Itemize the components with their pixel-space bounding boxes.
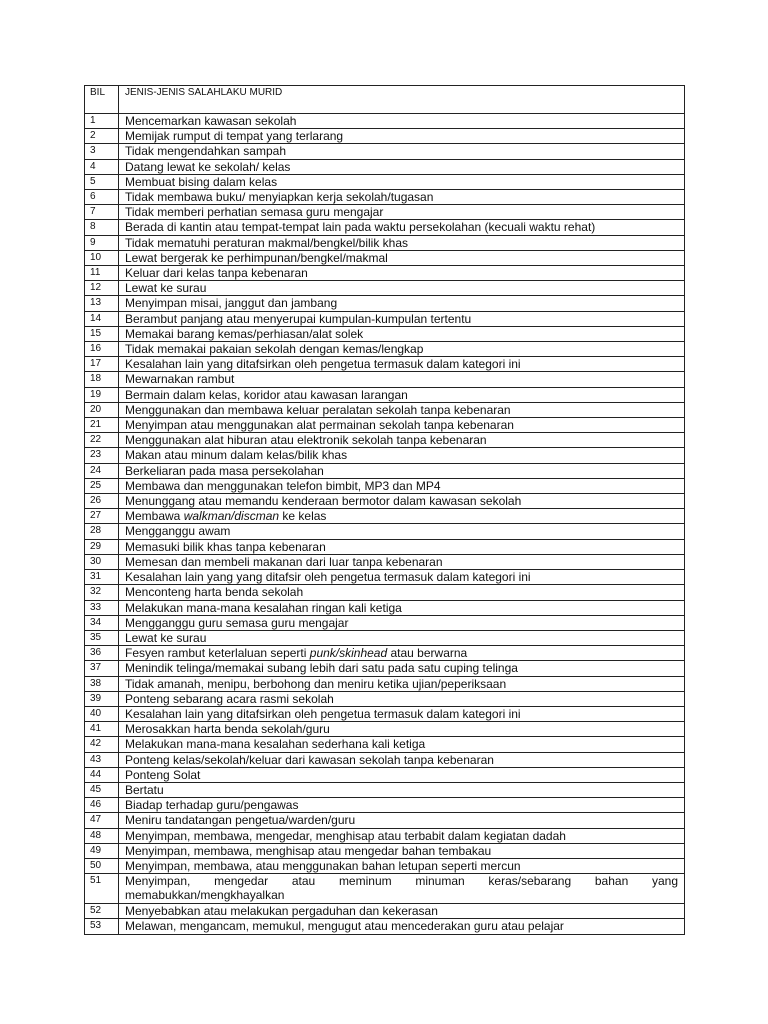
row-number: 28 (85, 524, 119, 539)
row-number: 40 (85, 706, 119, 721)
table-row (85, 539, 685, 554)
description-text: Fesyen rambut keterlaluan seperti (125, 646, 310, 661)
row-description: Ponteng sebarang acara rasmi sekolah (119, 691, 685, 706)
row-number: 29 (85, 539, 119, 554)
row-description: Merosakkan harta benda sekolah/guru (119, 722, 685, 737)
table-row (85, 661, 685, 676)
row-number: 33 (85, 600, 119, 615)
row-description: Kesalahan lain yang ditafsirkan oleh pengetua termasuk dalam kategori ini (119, 706, 685, 721)
table-row (85, 858, 685, 873)
misconduct-table (84, 85, 685, 935)
row-description: Memijak rumput di tempat yang terlarang (119, 129, 685, 144)
row-number: 32 (85, 585, 119, 600)
table-row (85, 342, 685, 357)
table-row (85, 509, 685, 524)
row-number: 9 (85, 235, 119, 250)
row-number: 50 (85, 858, 119, 873)
row-description: Makan atau minum dalam kelas/bilik khas (119, 448, 685, 463)
table-row (85, 646, 685, 661)
row-number: 30 (85, 554, 119, 569)
row-number: 31 (85, 570, 119, 585)
row-number: 39 (85, 691, 119, 706)
row-description: Ponteng kelas/sekolah/keluar dari kawasan sekolah tanpa kebenaran (119, 752, 685, 767)
table-row (85, 904, 685, 919)
table-row (85, 752, 685, 767)
row-description: Menyimpan, membawa, menghisap atau mengedar bahan tembakau (119, 843, 685, 858)
table-row (85, 691, 685, 706)
row-number: 26 (85, 494, 119, 509)
row-number: 38 (85, 676, 119, 691)
row-number: 51 (85, 874, 119, 904)
row-description: Menyimpan misai, janggut dan jambang (119, 296, 685, 311)
row-description: Tidak memakai pakaian sekolah dengan kemas/lengkap (119, 342, 685, 357)
row-number: 17 (85, 357, 119, 372)
row-number: 13 (85, 296, 119, 311)
table-row (85, 494, 685, 509)
table-row (85, 418, 685, 433)
row-description: Lewat bergerak ke perhimpunan/bengkel/makmal (119, 250, 685, 265)
row-description: Menunggang atau memandu kenderaan bermotor dalam kawasan sekolah (119, 494, 685, 509)
table-row (85, 250, 685, 265)
row-number: 11 (85, 266, 119, 281)
table-row (85, 798, 685, 813)
description-italic-term: punk/skinhead (309, 646, 388, 661)
table-header-row (85, 86, 685, 114)
table-row (85, 767, 685, 782)
row-description: Menconteng harta benda sekolah (119, 585, 685, 600)
row-description: Mewarnakan rambut (119, 372, 685, 387)
document-page (84, 85, 684, 935)
row-number: 24 (85, 463, 119, 478)
row-number: 22 (85, 433, 119, 448)
row-number: 36 (85, 646, 119, 661)
row-description: Bertatu (119, 782, 685, 797)
row-description: Kesalahan lain yang yang ditafsir oleh pengetua termasuk dalam kategori ini (119, 570, 685, 585)
row-description: Bermain dalam kelas, koridor atau kawasan larangan (119, 387, 685, 402)
row-number: 52 (85, 904, 119, 919)
table-row (85, 326, 685, 341)
row-description: Lewat ke surau (119, 281, 685, 296)
row-description: Menyimpan atau menggunakan alat permainan sekolah tanpa kebenaran (119, 418, 685, 433)
row-description: Biadap terhadap guru/pengawas (119, 798, 685, 813)
row-description: Datang lewat ke sekolah/ kelas (119, 159, 685, 174)
row-description: Mencemarkan kawasan sekolah (119, 114, 685, 129)
row-description: Membawa dan menggunakan telefon bimbit, MP3 dan MP4 (119, 478, 685, 493)
table-row (85, 478, 685, 493)
row-description (119, 646, 685, 661)
row-description: Berkeliaran pada masa persekolahan (119, 463, 685, 478)
table-row (85, 615, 685, 630)
row-number: 2 (85, 129, 119, 144)
table-row (85, 554, 685, 569)
table-row (85, 524, 685, 539)
table-body (85, 86, 685, 935)
row-description: Membuat bising dalam kelas (119, 174, 685, 189)
row-description: Tidak memberi perhatian semasa guru mengajar (119, 205, 685, 220)
row-number: 10 (85, 250, 119, 265)
table-row (85, 600, 685, 615)
table-row (85, 828, 685, 843)
row-number: 49 (85, 843, 119, 858)
row-number: 4 (85, 159, 119, 174)
table-row (85, 387, 685, 402)
row-description: Berada di kantin atau tempat-tempat lain pada waktu persekolahan (kecuali waktu rehat) (119, 220, 685, 235)
table-row (85, 205, 685, 220)
table-row (85, 737, 685, 752)
row-description: Menyimpan, membawa, mengedar, menghisap atau terbabit dalam kegiatan dadah (119, 828, 685, 843)
row-description: Keluar dari kelas tanpa kebenaran (119, 266, 685, 281)
row-description: Ponteng Solat (119, 767, 685, 782)
description-italic-term: walkman/discman (183, 509, 280, 524)
row-number: 3 (85, 144, 119, 159)
row-description (119, 509, 685, 524)
row-number: 45 (85, 782, 119, 797)
table-row (85, 129, 685, 144)
row-description: Melawan, mengancam, memukul, mengugut atau mencederakan guru atau pelajar (119, 919, 685, 934)
row-number: 21 (85, 418, 119, 433)
row-number: 37 (85, 661, 119, 676)
row-number: 7 (85, 205, 119, 220)
table-row (85, 630, 685, 645)
row-number: 18 (85, 372, 119, 387)
description-text: atau berwarna (387, 646, 468, 661)
table-row (85, 220, 685, 235)
row-description: Tidak mengendahkan sampah (119, 144, 685, 159)
table-row (85, 433, 685, 448)
row-number: 47 (85, 813, 119, 828)
row-number: 15 (85, 326, 119, 341)
table-row (85, 676, 685, 691)
description-text: ke kelas (279, 509, 327, 524)
table-row (85, 235, 685, 250)
row-description: Melakukan mana-mana kesalahan ringan kali ketiga (119, 600, 685, 615)
row-description: Tidak membawa buku/ menyiapkan kerja sekolah/tugasan (119, 190, 685, 205)
row-number: 46 (85, 798, 119, 813)
table-row (85, 144, 685, 159)
table-row (85, 266, 685, 281)
row-description: Tidak amanah, menipu, berbohong dan meniru ketika ujian/peperiksaan (119, 676, 685, 691)
row-description: Lewat ke surau (119, 630, 685, 645)
table-row (85, 585, 685, 600)
table-row (85, 463, 685, 478)
row-number: 1 (85, 114, 119, 129)
row-description: Melakukan mana-mana kesalahan sederhana kali ketiga (119, 737, 685, 752)
row-description: Mengganggu guru semasa guru mengajar (119, 615, 685, 630)
row-description: Tidak mematuhi peraturan makmal/bengkel/bilik khas (119, 235, 685, 250)
table-row (85, 402, 685, 417)
row-number: 53 (85, 919, 119, 934)
row-number: 42 (85, 737, 119, 752)
row-number: 6 (85, 190, 119, 205)
row-number: 43 (85, 752, 119, 767)
row-number: 12 (85, 281, 119, 296)
row-description: Meniru tandatangan pengetua/warden/guru (119, 813, 685, 828)
table-row (85, 281, 685, 296)
table-row (85, 296, 685, 311)
table-row (85, 813, 685, 828)
table-row (85, 311, 685, 326)
row-description: Menyebabkan atau melakukan pergaduhan dan kekerasan (119, 904, 685, 919)
row-number: 44 (85, 767, 119, 782)
table-row (85, 114, 685, 129)
table-row (85, 722, 685, 737)
row-description: Berambut panjang atau menyerupai kumpulan-kumpulan tertentu (119, 311, 685, 326)
header-jenis-salahlaku: JENIS-JENIS SALAHLAKU MURID (119, 86, 685, 114)
table-row (85, 570, 685, 585)
table-row (85, 782, 685, 797)
description-text: Membawa (125, 509, 184, 524)
row-description: Mengganggu awam (119, 524, 685, 539)
row-description: Memesan dan membeli makanan dari luar tanpa kebenaran (119, 554, 685, 569)
row-description: Menyimpan, membawa, atau menggunakan bahan letupan seperti mercun (119, 858, 685, 873)
row-number: 25 (85, 478, 119, 493)
row-number: 34 (85, 615, 119, 630)
row-description: Menyimpan, mengedar atau meminum minuman keras/sebarang bahan yang memabukkan/mengkhayalkan (119, 874, 685, 904)
table-row (85, 919, 685, 934)
row-number: 23 (85, 448, 119, 463)
table-row (85, 448, 685, 463)
table-row (85, 874, 685, 904)
row-number: 41 (85, 722, 119, 737)
row-description: Kesalahan lain yang ditafsirkan oleh pengetua termasuk dalam kategori ini (119, 357, 685, 372)
row-description: Menindik telinga/memakai subang lebih dari satu pada satu cuping telinga (119, 661, 685, 676)
header-bil: BIL (85, 86, 119, 114)
table-row (85, 843, 685, 858)
table-row (85, 372, 685, 387)
row-number: 35 (85, 630, 119, 645)
row-number: 20 (85, 402, 119, 417)
table-row (85, 190, 685, 205)
table-row (85, 357, 685, 372)
table-row (85, 159, 685, 174)
row-number: 27 (85, 509, 119, 524)
row-description: Memasuki bilik khas tanpa kebenaran (119, 539, 685, 554)
row-description: Memakai barang kemas/perhiasan/alat solek (119, 326, 685, 341)
row-number: 16 (85, 342, 119, 357)
row-number: 5 (85, 174, 119, 189)
row-number: 14 (85, 311, 119, 326)
row-description: Menggunakan alat hiburan atau elektronik sekolah tanpa kebenaran (119, 433, 685, 448)
row-description: Menggunakan dan membawa keluar peralatan sekolah tanpa kebenaran (119, 402, 685, 417)
table-row (85, 174, 685, 189)
table-row (85, 706, 685, 721)
row-number: 48 (85, 828, 119, 843)
row-number: 19 (85, 387, 119, 402)
row-number: 8 (85, 220, 119, 235)
